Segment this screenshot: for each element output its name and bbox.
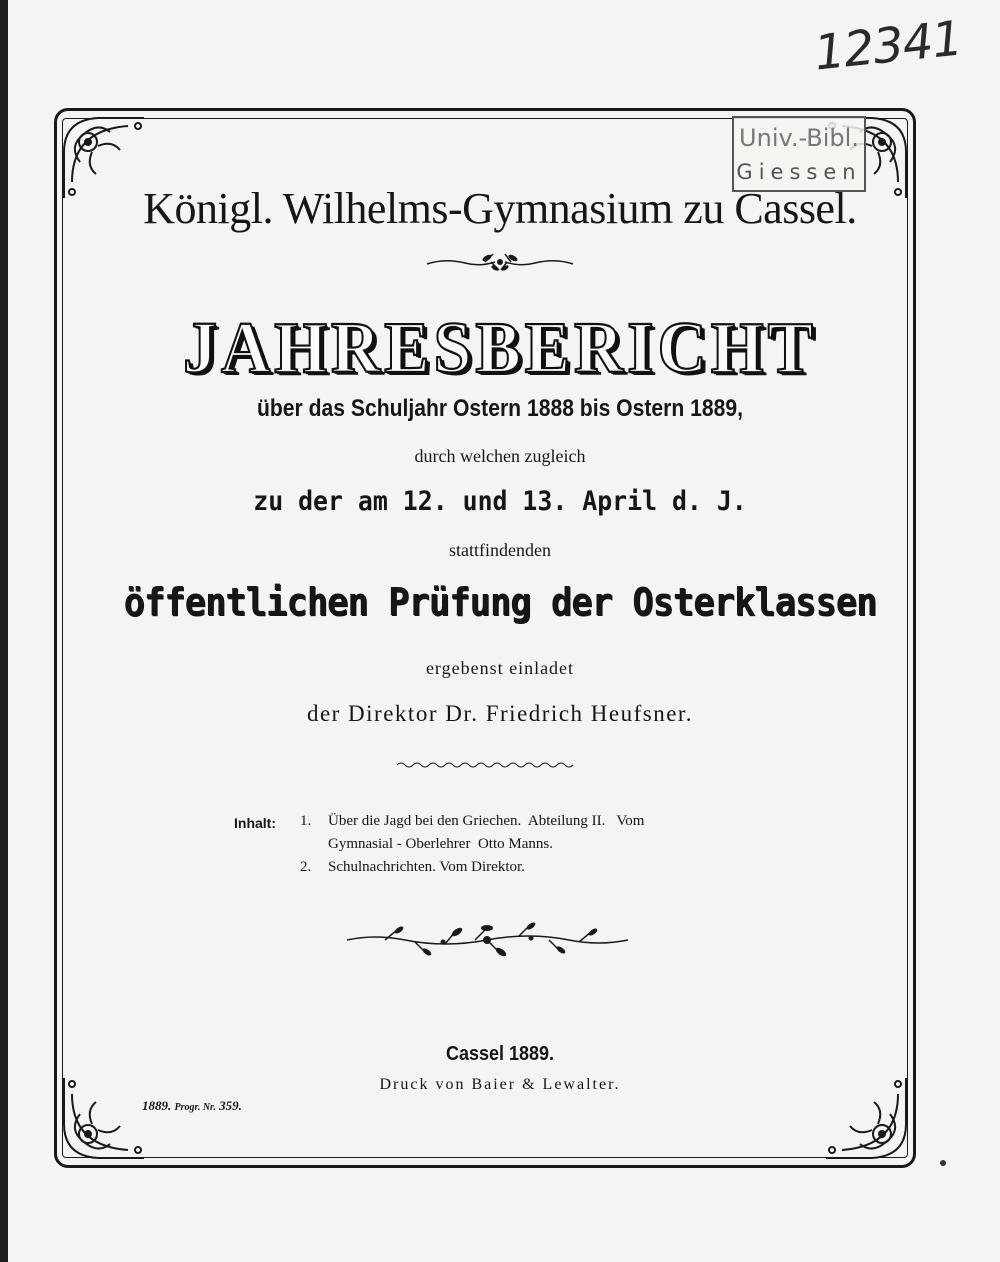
contents-item-number: 2.: [300, 859, 312, 875]
floral-garland-divider-icon: [345, 922, 630, 958]
school-name: Königl. Wilhelms-Gymnasium zu Cassel.: [143, 184, 857, 233]
invitation-text-line: stattfindenden: [449, 540, 551, 560]
printer-imprint: Druck von Baier & Lewalter.: [379, 1076, 621, 1093]
program-year: 1889.: [142, 1098, 172, 1113]
contents-label: Inhalt:: [234, 815, 276, 831]
contents-item-number: 1.: [300, 813, 312, 829]
publication-place-year: Cassel 1889.: [445, 1043, 555, 1065]
inner-border-frame: [62, 118, 908, 1158]
contents-item-text: Über die Jagd bei den Griechen. Abteilung II. Vom: [328, 813, 645, 829]
director-signature-line: der Direktor Dr. Friedrich Heufsner.: [306, 701, 694, 726]
flourish-divider-icon: [425, 250, 575, 274]
program-number-value: 359.: [219, 1098, 242, 1113]
ink-speck: [940, 1160, 946, 1166]
library-stamp: [732, 116, 866, 192]
school-year-line: über das Schuljahr Ostern 1888 bis Ostern 1889,: [257, 395, 743, 422]
stamp-city-label: Giessen: [736, 160, 862, 184]
exam-date-line: zu der am 12. und 13. April d. J.: [253, 486, 747, 517]
handwritten-shelf-number: 12341: [811, 10, 965, 82]
table-of-contents: [234, 813, 794, 883]
wavy-rule-divider: [395, 760, 575, 770]
report-title: JAHRESBERICHT: [183, 305, 817, 388]
program-number-label: Progr. Nr.: [174, 1102, 216, 1113]
stamp-library-label: Univ.-Bibl.: [739, 124, 859, 152]
invitation-text-line: ergebenst einladet: [425, 658, 575, 678]
public-exam-heading: öffentlichen Prüfung der Osterklassen: [123, 580, 877, 624]
contents-item-text: Gymnasial - Oberlehrer Otto Manns.: [328, 836, 553, 852]
invitation-text-line: durch welchen zugleich: [414, 446, 586, 466]
contents-item-text: Schulnachrichten. Vom Direktor.: [328, 859, 525, 875]
program-number: [142, 1098, 242, 1114]
